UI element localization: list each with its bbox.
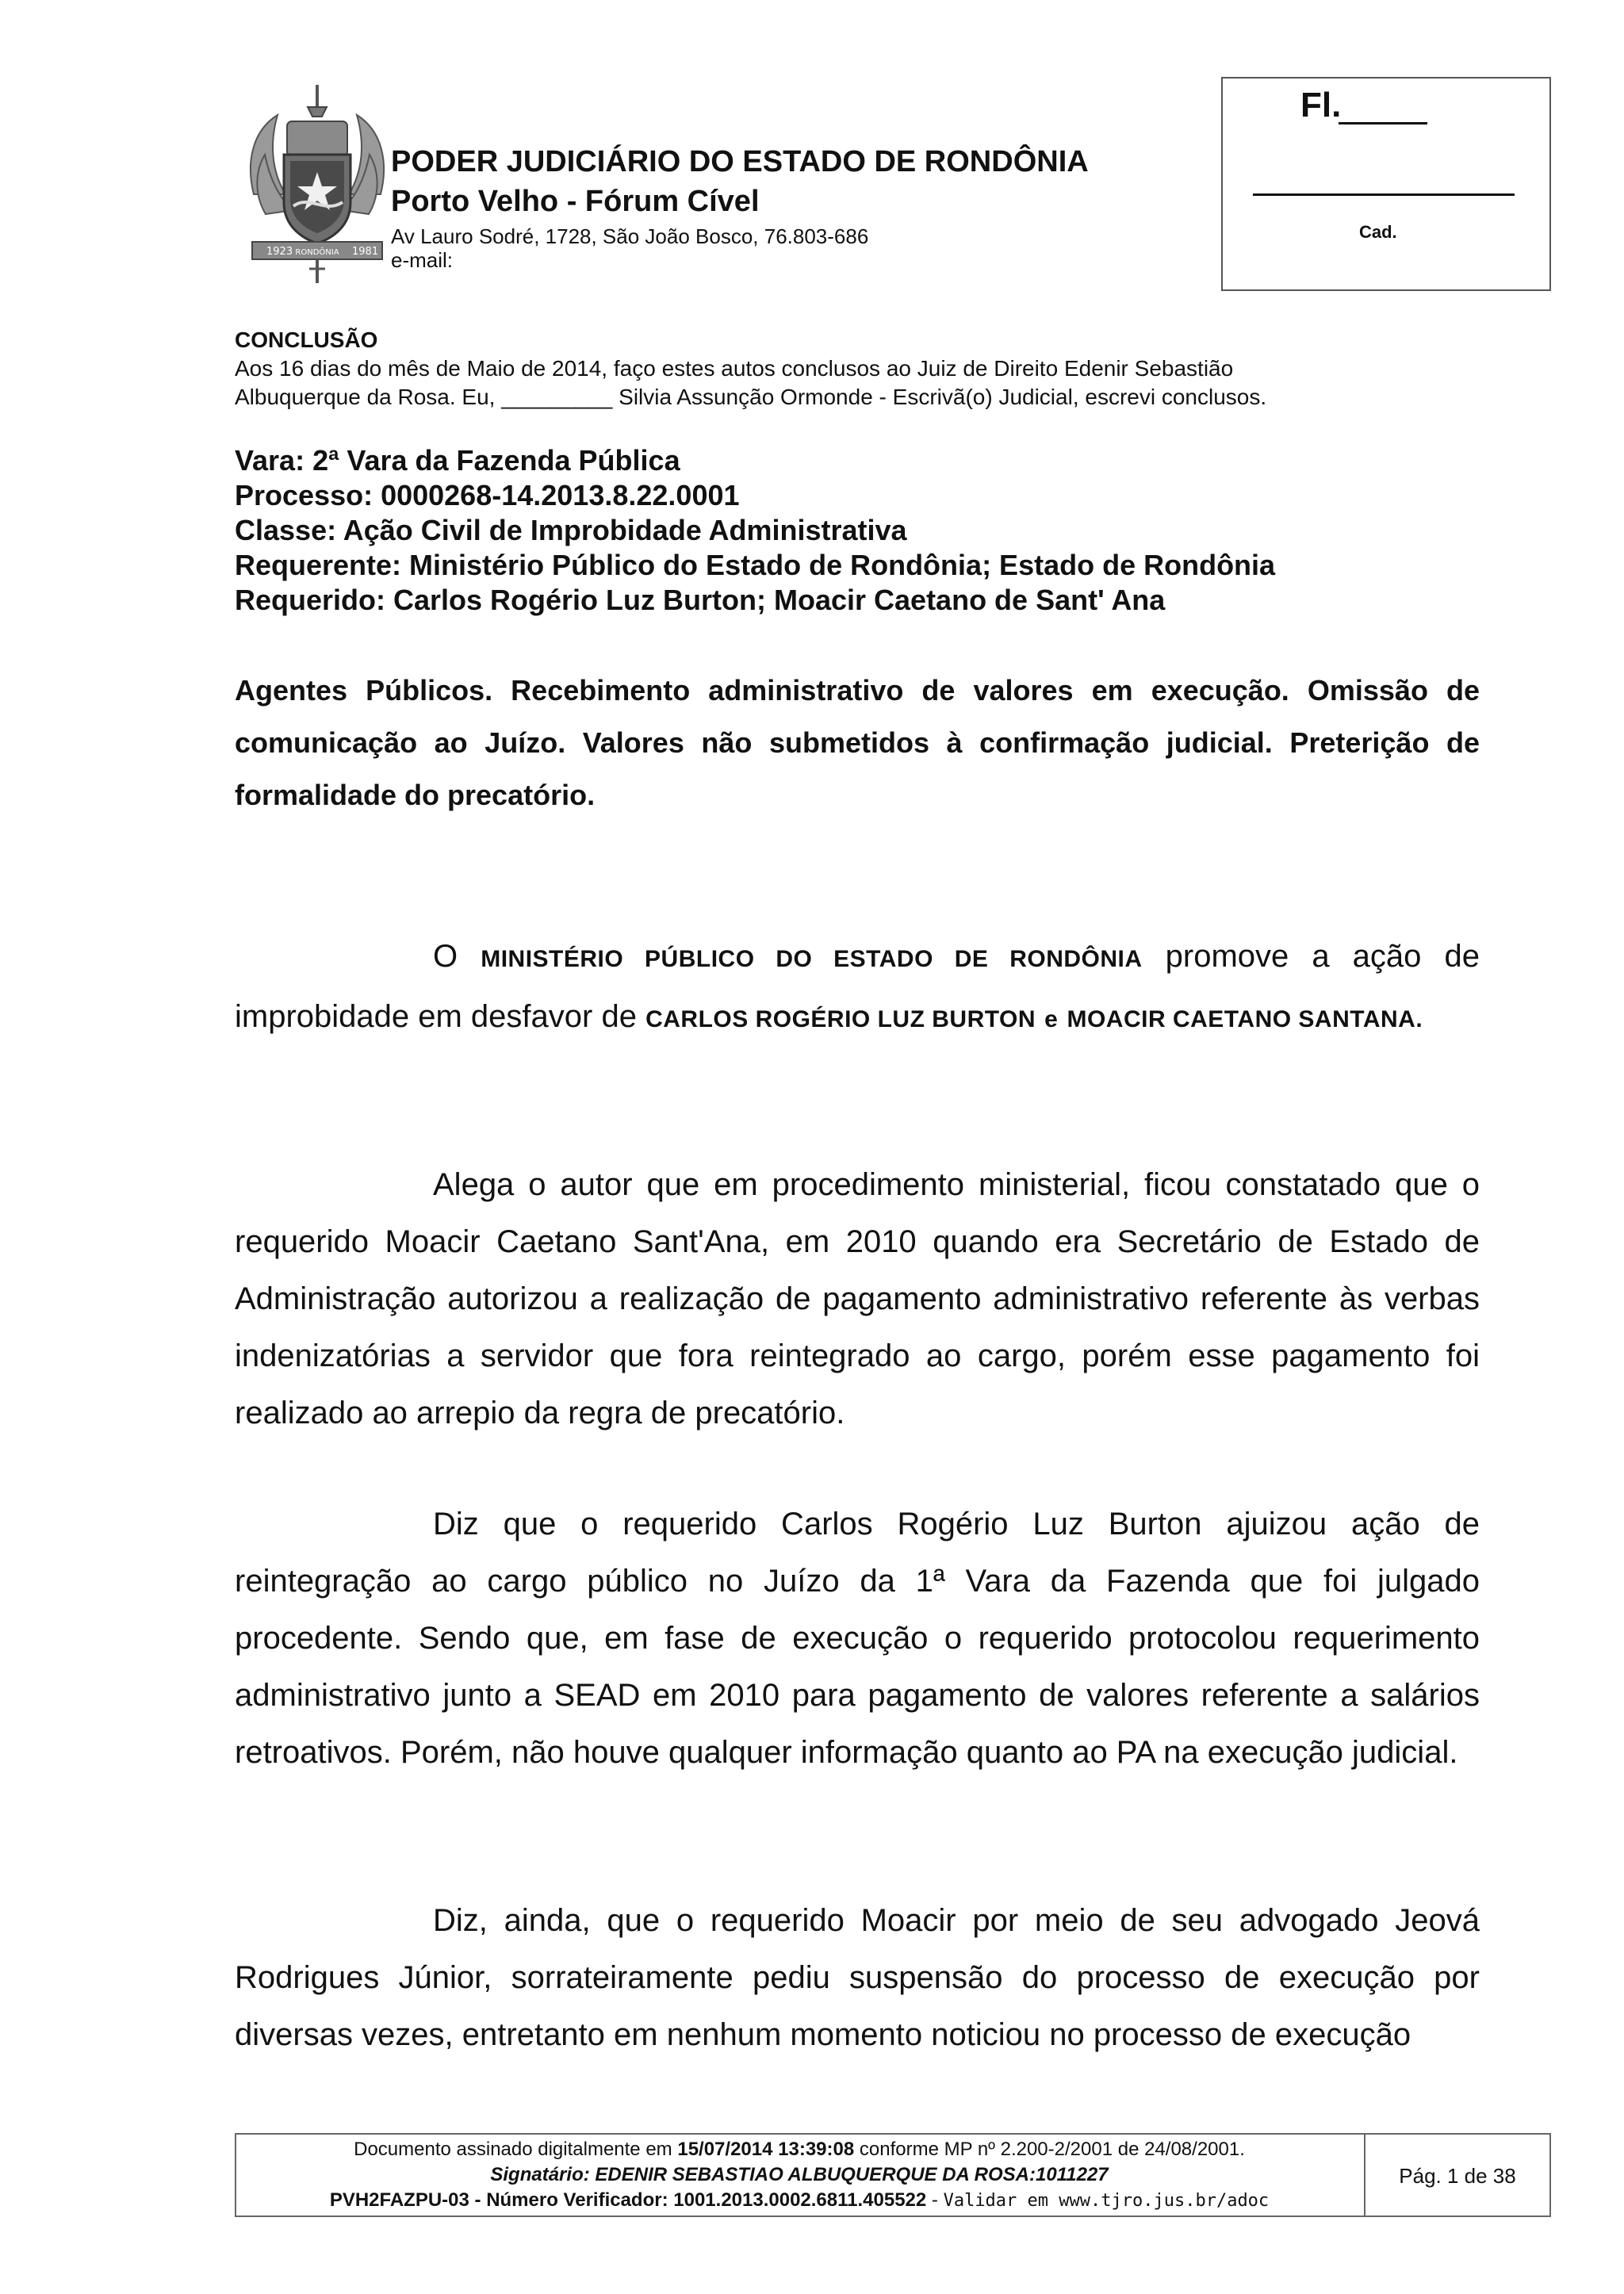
- crest-banner-text: RONDÔNIA: [295, 248, 339, 257]
- footer-signatory: Signatário: EDENIR SEBASTIAO ALBUQUERQUE DA ROSA:1011227: [490, 2164, 1109, 2185]
- footer-validate-link[interactable]: Validar em www.tjro.jus.br/adoc: [943, 2191, 1270, 2211]
- footer-signed-line: [235, 2139, 1364, 2161]
- footer-signed-suffix: conforme MP nº 2.200-2/2001 de 24/08/2001.: [854, 2139, 1245, 2160]
- crest-year-right: 1981: [352, 246, 379, 258]
- p1-o: O: [433, 939, 458, 974]
- paragraph-3: [235, 1496, 1480, 1781]
- crest-year-left: 1923: [266, 246, 293, 258]
- court-email-label: e-mail:: [391, 248, 454, 272]
- paragraph-4: [235, 1892, 1480, 2063]
- case-requerido: Requerido: Carlos Rogério Luz Burton; Moacir Caetano de Sant' Ana: [235, 584, 1166, 616]
- court-subtitle: Porto Velho - Fórum Cível: [391, 185, 760, 218]
- p1-defendant-1: CARLOS ROGÉRIO LUZ BURTON: [645, 1006, 1036, 1032]
- paragraph-2: [235, 1156, 1480, 1442]
- conclusao-line-1: Aos 16 dias do mês de Maio de 2014, faço estes autos conclusos ao Juiz de Direito Edenir Sebastião: [235, 356, 1234, 381]
- conclusao-line-2: Albuquerque da Rosa. Eu, _________ Silvia Assunção Ormonde - Escrivã(o) Judicial, escrevi conclusos.: [235, 385, 1267, 409]
- case-classe: Classe: Ação Civil de Improbidade Administrativa: [235, 514, 907, 546]
- folio-label: Fl.: [1300, 86, 1342, 124]
- case-requerente: Requerente: Ministério Público do Estado de Rondônia; Estado de Rondônia: [235, 549, 1276, 581]
- case-vara: Vara: 2ª Vara da Fazenda Pública: [235, 444, 680, 477]
- paragraph-1: [235, 928, 1480, 1048]
- p1-plaintiff: MINISTÉRIO PÚBLICO DO ESTADO DE RONDÔNIA: [481, 946, 1143, 972]
- cad-label: Cad.: [1359, 222, 1397, 242]
- p1-middle-text: promove a ação de improbidade em desfavor de: [235, 939, 1480, 1034]
- p2-text: Alega o autor que em procedimento ministerial, ficou constatado que o requerido Moacir Caetano Sant'Ana, em 2010 quando era Secretário de Estado de Administração autorizou a realização de pagamento administrativo referente às verbas indenizatórias a servidor que fora reintegrado ao cargo, porém esse pagamento foi realizado ao arrepio da regra de precatório.: [235, 1167, 1480, 1430]
- footer-signed-date: 15/07/2014 13:39:08: [677, 2139, 855, 2160]
- p1-defendant-2: MOACIR CAETANO SANTANA.: [1067, 1006, 1423, 1032]
- coat-of-arms-emblem: [238, 75, 396, 289]
- conclusao-title: CONCLUSÃO: [235, 327, 378, 352]
- court-title: PODER JUDICIÁRIO DO ESTADO DE RONDÔNIA: [391, 145, 1089, 178]
- folio-box: [1221, 77, 1551, 291]
- footer-verification: [235, 2189, 1364, 2212]
- page-number: Pág. 1 de 38: [1399, 2164, 1516, 2188]
- case-processo: Processo: 0000268-14.2013.8.22.0001: [235, 479, 740, 511]
- folio-number-line: [1339, 122, 1427, 124]
- p4-text: Diz, ainda, que o requerido Moacir por meio de seu advogado Jeová Rodrigues Júnior, sorrateiramente pediu suspensão do processo de execução por diversas vezes, entretanto em nenhum momento noticiou no processo de execução: [235, 1903, 1480, 2052]
- footer-signed-prefix: Documento assinado digitalmente em: [354, 2139, 678, 2160]
- p1-conjunction: e: [1044, 1006, 1059, 1032]
- p3-text: Diz que o requerido Carlos Rogério Luz Burton ajuizou ação de reintegração ao cargo público no Juízo da 1ª Vara da Fazenda que foi julgado procedente. Sendo que, em fase de execução o requerido protocolou requerimento administrativo junto a SEAD em 2010 para pagamento de valores referente a salários retroativos. Porém, não houve qualquer informação quanto ao PA na execução judicial.: [235, 1507, 1480, 1770]
- ementa-summary: Agentes Públicos. Recebimento administrativo de valores em execução. Omissão de comunicação ao Juízo. Valores não submetidos à confirmação judicial. Preterição de formalidade do precatório.: [235, 674, 1480, 811]
- footer-separator: -: [926, 2189, 944, 2211]
- footer-verification-code: PVH2FAZPU-03 - Número Verificador: 1001.2013.0002.6811.405522: [329, 2189, 927, 2211]
- court-address: Av Lauro Sodré, 1728, São João Bosco, 76.803-686: [391, 224, 869, 248]
- folio-signature-line: [1253, 193, 1515, 196]
